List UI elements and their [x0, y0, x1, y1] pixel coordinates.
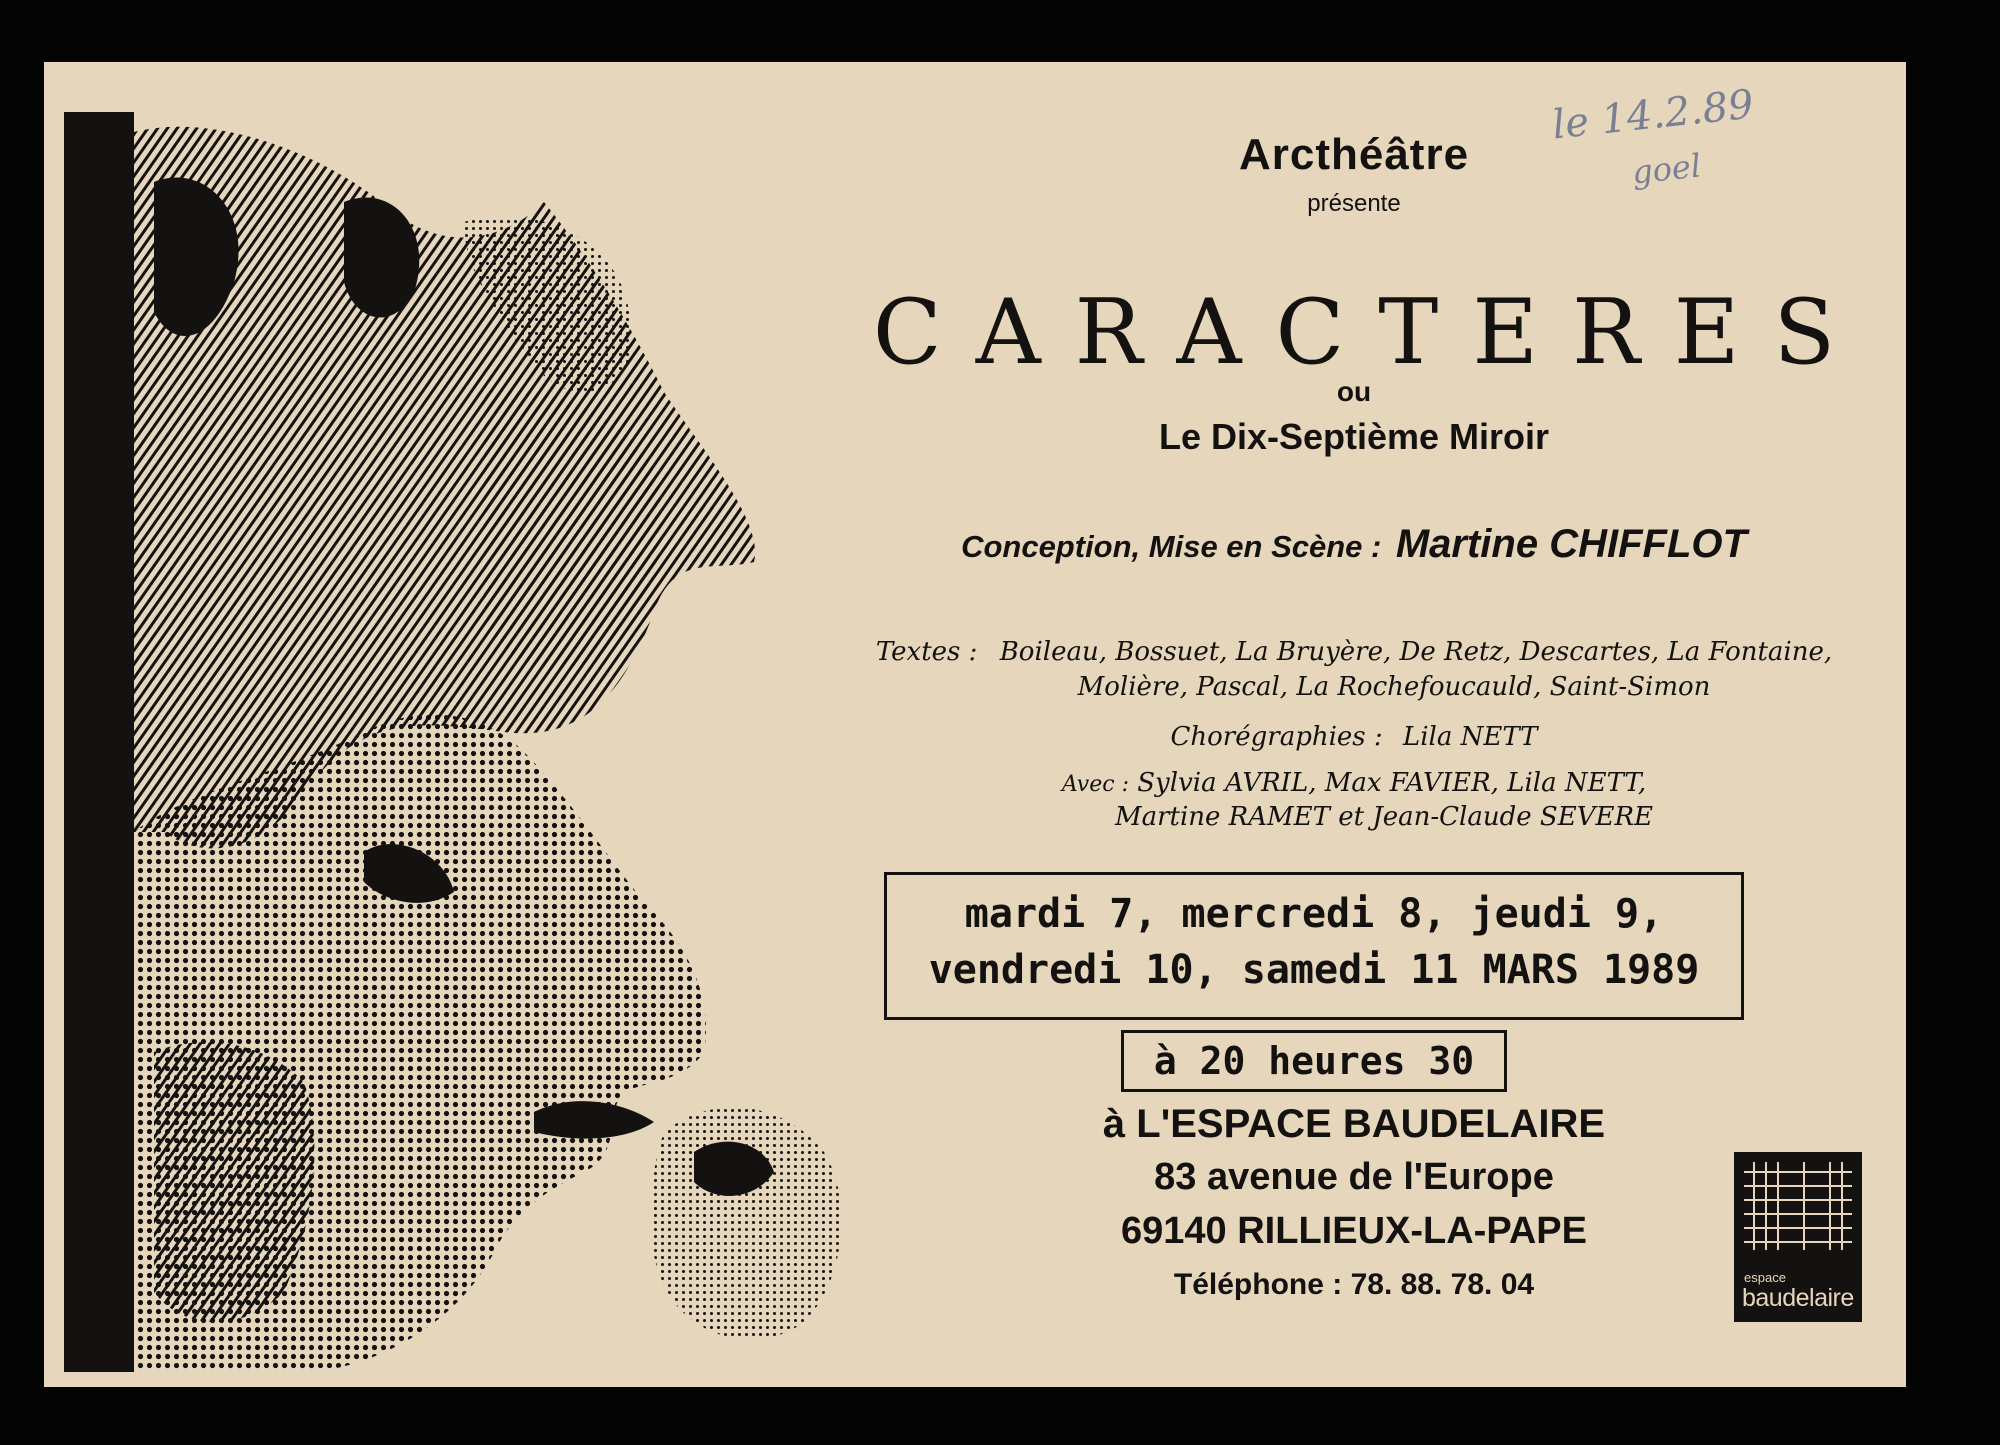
handwritten-date: le 14.2.89: [1550, 81, 1756, 149]
poster: [44, 62, 1906, 1387]
espace-baudelaire-logo: [1734, 1152, 1862, 1322]
logo-small-text: espace: [1744, 1270, 1786, 1285]
dates-box: [884, 872, 1744, 1020]
choregraphies-label: Chorégraphies :: [1170, 722, 1383, 752]
performance-time: à 20 heures 30: [1153, 1039, 1475, 1083]
cast-line-1: Sylvia AVRIL, Max FAVIER, Lila NETT,: [1137, 768, 1647, 798]
venue-phone: Téléphone : 78. 88. 78. 04: [1173, 1268, 1535, 1301]
venue-name: à L'ESPACE BAUDELAIRE: [1102, 1102, 1606, 1146]
mouth: [534, 1101, 654, 1138]
play-title: CARACTERES: [872, 280, 1870, 385]
venue-street: 83 avenue de l'Europe: [1154, 1156, 1554, 1198]
logo-lines-graphic: [1744, 1162, 1852, 1250]
dark-border-strip: [64, 112, 134, 1372]
dates-line-2: vendredi 10, samedi 11 MARS 1989: [928, 947, 1700, 993]
avec-label: Avec :: [1061, 772, 1129, 797]
time-box: [1121, 1030, 1507, 1092]
cast-line-2: Martine RAMET et Jean-Claude SEVERE: [1114, 802, 1654, 832]
handwritten-initials: goel: [1630, 146, 1703, 192]
wig-portrait: [650, 1107, 841, 1339]
baroque-collage-illustration: [64, 92, 904, 1382]
presenter-name: Arcthéâtre: [1238, 130, 1470, 179]
hat-figure: [344, 198, 419, 318]
venue-block: [824, 1102, 1884, 1372]
conception-line: [824, 522, 1884, 567]
dates-line-1: mardi 7, mercredi 8, jeudi 9,: [964, 891, 1664, 937]
textes-line1: [824, 637, 1884, 667]
presente-text: présente: [1307, 190, 1401, 217]
textes-authors-2: Molière, Pascal, La Rochefoucauld, Saint-Simon: [1077, 672, 1711, 702]
avec-line1: [824, 768, 1884, 798]
ou-text: ou: [1336, 376, 1372, 407]
director-name: Martine CHIFFLOT: [1395, 522, 1747, 566]
choregraphies-line: [824, 722, 1884, 752]
venue-city: 69140 RILLIEUX-LA-PAPE: [1121, 1210, 1587, 1252]
textes-label: Textes :: [875, 637, 978, 667]
conception-label: Conception, Mise en Scène :: [961, 529, 1382, 564]
textes-authors-1: Boileau, Bossuet, La Bruyère, De Retz, Descartes, La Fontaine,: [999, 637, 1833, 667]
choreographer-name: Lila NETT: [1402, 722, 1538, 752]
play-subtitle: Le Dix-Septième Miroir: [1158, 416, 1550, 457]
logo-big-text: baudelaire: [1742, 1284, 1854, 1312]
